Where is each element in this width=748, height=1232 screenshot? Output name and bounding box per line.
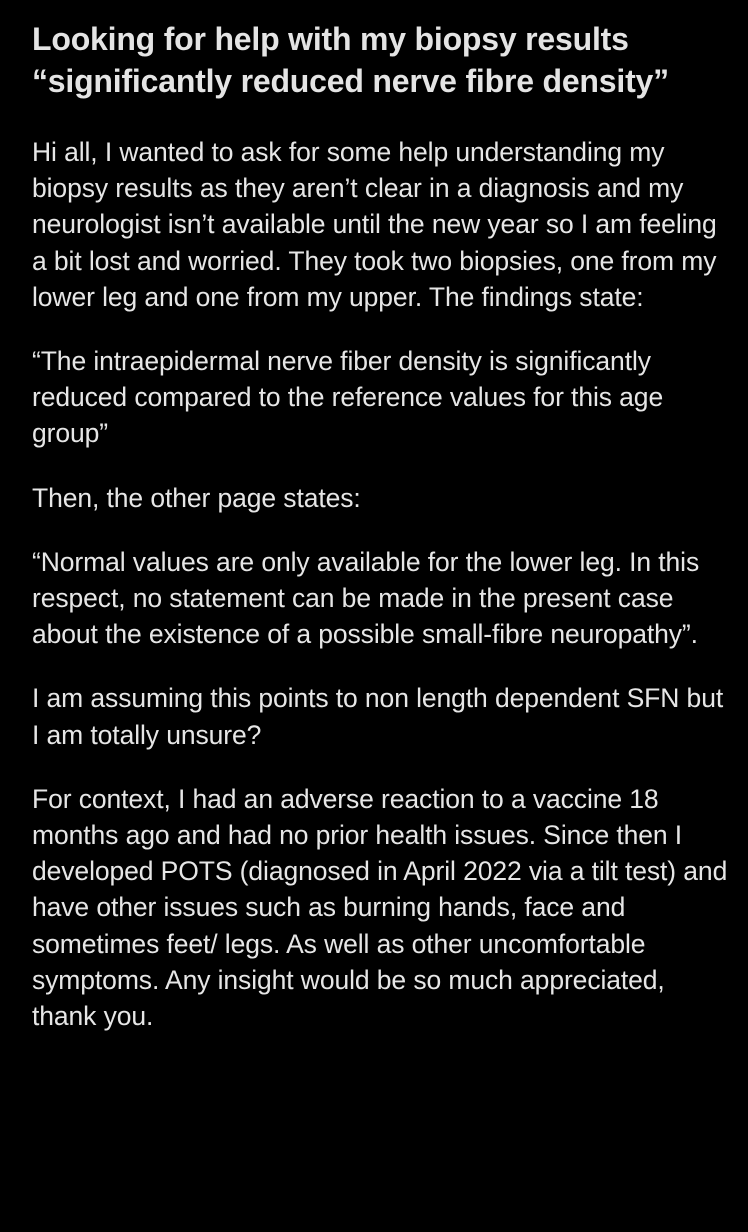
post-paragraph: I am assuming this points to non length dependent SFN but I am totally unsure? <box>32 683 724 750</box>
post-paragraph-quote: “The intraepidermal nerve fiber density is significantly reduced compared to the reference values for this age group” <box>32 346 664 449</box>
post <box>32 18 732 1062</box>
post-paragraph-quote: “Normal values are only available for the lower leg. In this respect, no statement can be made in the present case about the existence of a possible small-fibre neuropathy”. <box>32 546 700 650</box>
post-paragraph: Hi all, I wanted to ask for some help understanding my biopsy results as they aren’t clear in a diagnosis and my neurologist isn’t available until the new year so I am feeling a bit lost and worried. They took two biopsies, one from my lower leg and one from my upper. The findings state: <box>32 137 717 312</box>
post-title: Looking for help with my biopsy results “significantly reduced nerve fibre density” <box>32 21 669 99</box>
post-body <box>32 134 732 1034</box>
post-paragraph: For context, I had an adverse reaction to a vaccine 18 months ago and had no prior health issues. Since then I developed POTS (diagnosed in April 2022 via a tilt test) and have other issues such as burning hands, face and sometimes feet/ legs. As well as other uncomfortable symptoms. Any insight would be so much appreciated, thank you. <box>32 783 728 1032</box>
post-paragraph: Then, the other page states: <box>32 482 361 513</box>
